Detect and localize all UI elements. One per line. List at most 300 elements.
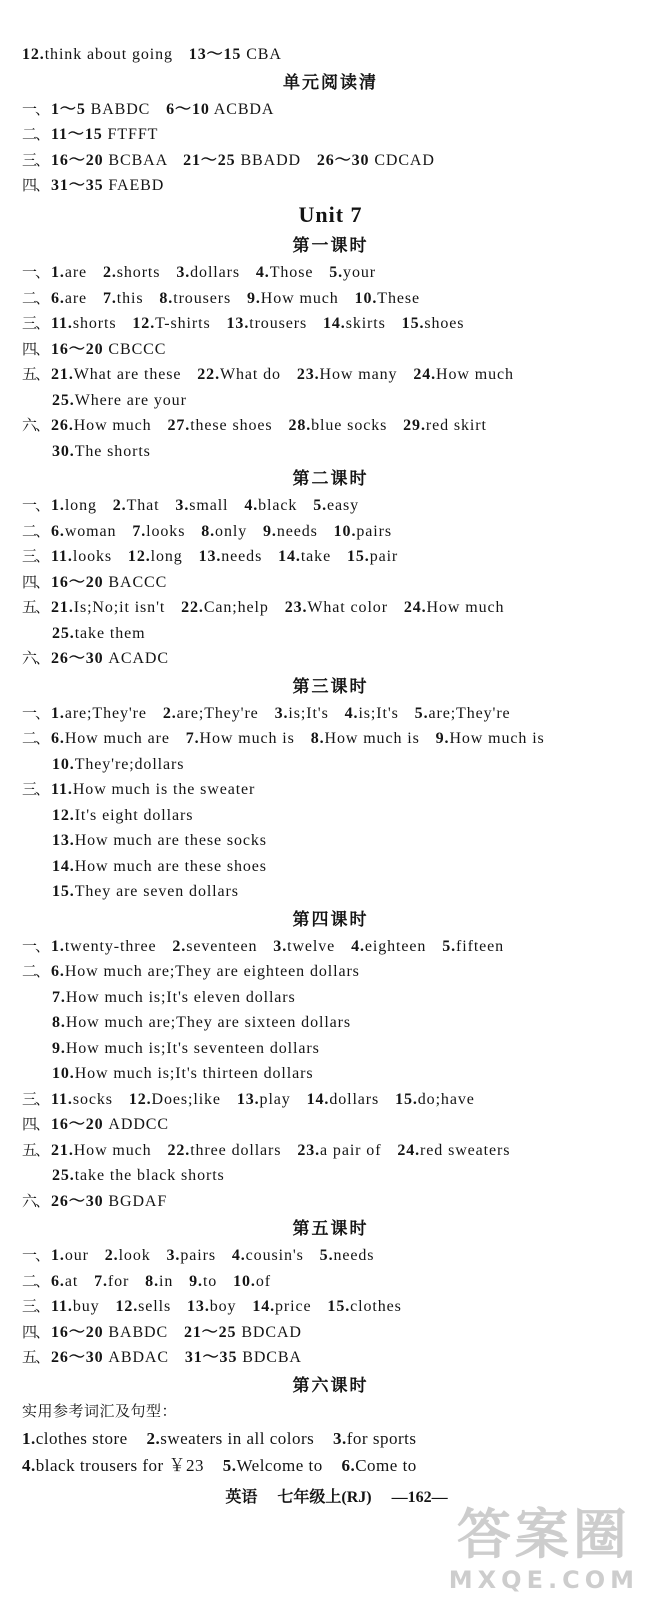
- answer-item: [51, 341, 166, 358]
- answer-text: are;They're: [64, 704, 147, 722]
- section-heading: 第四课时: [292, 909, 369, 929]
- question-number: 6.: [51, 1272, 65, 1290]
- answer-text: These: [377, 289, 420, 307]
- question-number: 3.: [175, 497, 190, 514]
- section-heading: 第三课时: [292, 676, 369, 696]
- answer-text: at: [64, 1272, 79, 1290]
- part-number: 四、: [22, 178, 49, 194]
- answer-text: your: [343, 264, 376, 281]
- lesson-section: [0, 672, 649, 905]
- question-number: 3.: [166, 1247, 181, 1264]
- answer-item: [397, 1142, 510, 1159]
- answer-line: [0, 439, 649, 465]
- answer-text: this: [116, 289, 144, 307]
- question-number: 6.: [51, 289, 65, 307]
- answer-item: [52, 1014, 351, 1031]
- question-number: 22.: [197, 366, 220, 383]
- answer-item: [323, 315, 386, 332]
- answer-text: Does;like: [151, 1090, 221, 1108]
- answer-line: [0, 595, 649, 621]
- part-number: 二、: [22, 127, 49, 143]
- answer-item: [313, 497, 359, 514]
- answer-item: [402, 315, 465, 332]
- question-number: 12.: [115, 1298, 139, 1315]
- question-number: 2.: [112, 497, 127, 514]
- answer-item: [167, 1247, 216, 1264]
- answer-line: [0, 1189, 649, 1215]
- answer-line: [0, 97, 649, 123]
- answer-text: How much: [73, 417, 152, 434]
- question-number: 1.: [51, 937, 65, 955]
- answer-text: buy: [72, 1298, 100, 1315]
- answer-item: [145, 1273, 173, 1290]
- answer-item: [197, 366, 281, 383]
- watermark-logo: 答案圈: [456, 1503, 631, 1566]
- answer-item: [288, 417, 387, 434]
- answer-text: is;It's: [288, 704, 329, 722]
- question-number: 6.: [341, 1456, 356, 1475]
- lesson-section: [0, 464, 649, 672]
- question-number: 15.: [346, 548, 370, 565]
- answer-text: seventeen: [186, 937, 258, 955]
- question-number: 21.: [51, 599, 74, 616]
- question-number: 2.: [146, 1429, 161, 1448]
- answer-item: [52, 1040, 320, 1057]
- answer-item: [175, 497, 228, 514]
- answer-item: [163, 705, 259, 722]
- answer-line: [0, 646, 649, 672]
- answer-text: are: [64, 289, 88, 307]
- question-number: 4.: [22, 1456, 36, 1475]
- answer-item: [51, 963, 360, 980]
- answer-item: [132, 523, 185, 540]
- answer-line: [0, 959, 649, 985]
- question-number: 21～25: [183, 1323, 237, 1341]
- answer-line: [0, 1010, 649, 1036]
- answer-item: [307, 1091, 380, 1108]
- question-number: 11～15: [51, 126, 103, 143]
- answer-text: twelve: [287, 937, 336, 955]
- answer-item: [311, 730, 420, 747]
- answer-item: [185, 1349, 302, 1366]
- answer-text: How much are these socks: [74, 832, 267, 849]
- part-number: 一、: [22, 101, 49, 118]
- question-number: 7.: [185, 730, 200, 747]
- answer-text: What are these: [73, 366, 182, 383]
- answer-text: They are seven dollars: [74, 883, 239, 900]
- answer-line: [0, 1294, 649, 1320]
- question-number: 3.: [274, 704, 289, 722]
- question-number: 5.: [319, 1247, 334, 1264]
- question-number: 12.: [132, 315, 156, 332]
- question-number: 24.: [397, 1141, 421, 1159]
- question-number: 13.: [52, 832, 75, 849]
- question-number: 7.: [102, 289, 117, 307]
- answer-item: [51, 366, 181, 383]
- answer-line: [0, 803, 649, 829]
- answer-item: [341, 1456, 416, 1475]
- answer-text: take them: [74, 624, 146, 642]
- unit-title: Unit 7: [298, 201, 363, 227]
- answer-text: How much are: [64, 730, 170, 747]
- answer-line: [0, 934, 649, 960]
- question-number: 10.: [333, 522, 357, 540]
- question-number: 31～35: [51, 177, 104, 194]
- question-number: 5.: [442, 937, 457, 955]
- answer-item: [320, 1247, 375, 1264]
- answer-text: pair: [369, 548, 399, 565]
- answer-line: [0, 42, 649, 68]
- answer-text: Those: [269, 264, 314, 281]
- answer-line: [0, 260, 649, 286]
- answer-text: black trousers for ￥23: [35, 1456, 204, 1475]
- answer-text: long: [150, 548, 183, 565]
- answer-text: How much are these shoes: [74, 857, 267, 875]
- answer-text: Is;No;it isn't: [73, 599, 166, 616]
- answer-item: [51, 497, 97, 514]
- answer-item: [51, 938, 156, 955]
- question-number: 5.: [222, 1456, 237, 1475]
- answer-item: [252, 1298, 311, 1315]
- answer-text: take: [300, 548, 332, 565]
- answer-text: How much is: [449, 730, 545, 747]
- answer-item: [22, 1429, 128, 1448]
- question-number: 15.: [52, 883, 75, 900]
- answer-line: [0, 701, 649, 727]
- answer-text: clothes: [350, 1298, 402, 1315]
- question-number: 5.: [329, 264, 344, 281]
- answer-line: [0, 362, 649, 388]
- question-number: 25.: [52, 1167, 75, 1184]
- part-number: 三、: [22, 1299, 49, 1315]
- answer-text: think about going: [44, 46, 173, 63]
- answer-item: [189, 46, 282, 63]
- answer-text: CBCCC: [108, 340, 167, 358]
- answer-item: [263, 523, 318, 540]
- question-number: 9.: [246, 289, 261, 307]
- answer-text: FTFFT: [107, 126, 159, 143]
- answer-line: [0, 1243, 649, 1269]
- answer-item: [183, 152, 301, 169]
- lesson-section: [0, 1214, 649, 1371]
- answer-item: [351, 938, 426, 955]
- part-number: 一、: [22, 498, 49, 514]
- question-number: 1.: [22, 1429, 36, 1448]
- answer-text: of: [255, 1272, 271, 1290]
- answer-item: [113, 497, 160, 514]
- part-number: 六、: [22, 418, 49, 434]
- answer-text: T-shirts: [155, 315, 211, 332]
- answer-text: ABDAC: [108, 1349, 169, 1366]
- answer-item: [403, 417, 487, 434]
- answer-line: [0, 985, 649, 1011]
- part-number: 三、: [22, 549, 49, 565]
- answer-text: sweaters in all colors: [160, 1429, 315, 1448]
- question-number: 1.: [51, 1247, 65, 1264]
- answer-item: [317, 152, 435, 169]
- question-number: 21.: [51, 366, 74, 383]
- answer-item: [347, 548, 398, 565]
- question-number: 15.: [327, 1298, 351, 1315]
- answer-text: BACCC: [108, 573, 168, 591]
- answer-text: shoes: [424, 315, 465, 332]
- question-number: 2.: [102, 264, 117, 281]
- answer-item: [297, 1142, 381, 1159]
- answer-text: are;They're: [428, 704, 511, 722]
- answer-item: [395, 1091, 475, 1108]
- answer-text: to: [202, 1272, 218, 1290]
- answer-item: [172, 938, 257, 955]
- question-number: 4.: [344, 704, 359, 722]
- phrase-line: [0, 1452, 649, 1479]
- answer-text: CDCAD: [374, 151, 435, 169]
- answer-text: in: [158, 1272, 174, 1290]
- question-number: 26～30: [51, 1349, 104, 1366]
- answer-text: dollars: [329, 1090, 380, 1108]
- answer-item: [187, 1298, 236, 1315]
- question-number: 8.: [159, 289, 174, 307]
- answer-item: [189, 1273, 217, 1290]
- answer-text: ACBDA: [213, 100, 275, 118]
- question-number: 25.: [52, 624, 75, 642]
- answer-text: How many: [319, 366, 398, 383]
- answer-text: How much is;It's thirteen dollars: [74, 1065, 314, 1082]
- answer-item: [51, 523, 116, 540]
- lesson-section: [0, 199, 649, 465]
- answer-item: [51, 1116, 169, 1133]
- question-number: 10.: [354, 289, 378, 307]
- answer-line: [0, 388, 649, 414]
- answer-text: How much: [73, 1141, 152, 1159]
- answer-item: [52, 443, 151, 460]
- answer-line: [0, 413, 649, 439]
- answer-item: [404, 599, 505, 616]
- question-number: 8.: [52, 1014, 66, 1031]
- question-number: 1.: [51, 264, 65, 281]
- lesson-section: [0, 1371, 649, 1480]
- answer-item: [345, 705, 399, 722]
- answer-text: red sweaters: [420, 1141, 511, 1159]
- answer-line: [0, 879, 649, 905]
- answer-text: cousin's: [245, 1247, 304, 1264]
- question-number: 1.: [51, 497, 65, 514]
- question-number: 3.: [176, 264, 191, 281]
- answer-item: [256, 264, 313, 281]
- question-number: 14.: [278, 548, 301, 565]
- part-number: 六、: [22, 1193, 49, 1210]
- answer-text: BDCAD: [241, 1323, 302, 1341]
- answer-item: [51, 1091, 113, 1108]
- answer-line: [0, 854, 649, 880]
- answer-item: [285, 599, 388, 616]
- vocabulary-label: 实用参考词汇及句型：: [22, 1403, 178, 1420]
- answer-text: twenty-three: [64, 937, 157, 955]
- answer-line: [0, 828, 649, 854]
- answer-text: our: [64, 1247, 89, 1264]
- question-number: 12.: [52, 806, 75, 824]
- answer-text: ACADC: [108, 650, 169, 667]
- question-number: 23.: [284, 599, 308, 616]
- question-number: 26～30: [51, 1192, 104, 1210]
- answer-item: [329, 264, 376, 281]
- question-number: 16～20: [51, 151, 104, 169]
- lesson-section: [0, 68, 649, 199]
- part-number: 一、: [22, 265, 49, 281]
- answer-item: [181, 599, 269, 616]
- question-number: 11.: [51, 1298, 73, 1315]
- question-number: 1.: [51, 704, 65, 722]
- answer-text: How much is: [324, 730, 420, 747]
- question-number: 2.: [162, 704, 177, 722]
- part-number: 三、: [22, 316, 49, 332]
- question-number: 13.: [198, 548, 222, 565]
- answer-line: [0, 1269, 649, 1295]
- part-number: 四、: [22, 341, 49, 358]
- answer-line: [0, 1163, 649, 1189]
- answer-text: easy: [327, 497, 360, 514]
- answer-item: [132, 315, 210, 332]
- answer-text: How much are;They are eighteen dollars: [64, 963, 360, 980]
- question-number: 11.: [51, 1090, 73, 1108]
- answer-text: BABDC: [108, 1323, 169, 1341]
- answer-text: How much is;It's eleven dollars: [65, 988, 296, 1006]
- answer-item: [105, 1247, 151, 1264]
- answer-text: shorts: [72, 315, 117, 332]
- answer-item: [278, 548, 331, 565]
- answer-line: [0, 173, 649, 199]
- answer-line: [0, 1345, 649, 1371]
- question-number: 3.: [273, 937, 288, 955]
- answer-text: trousers: [249, 315, 308, 332]
- question-number: 10.: [52, 755, 75, 773]
- part-number: 二、: [22, 964, 49, 980]
- answer-text: three dollars: [190, 1141, 282, 1159]
- question-number: 15.: [401, 315, 425, 332]
- answer-text: ADDCC: [108, 1116, 169, 1133]
- question-number: 11.: [51, 548, 73, 565]
- answer-line: [0, 493, 649, 519]
- answer-text: How much: [426, 599, 505, 616]
- answer-item: [94, 1273, 129, 1290]
- answer-text: needs: [276, 522, 318, 540]
- answer-text: eighteen: [364, 937, 427, 955]
- answer-item: [51, 315, 116, 332]
- question-number: 8.: [145, 1272, 159, 1290]
- question-number: 16～20: [51, 573, 104, 591]
- section-heading: 第六课时: [292, 1375, 369, 1395]
- question-number: 4.: [255, 264, 270, 281]
- answer-item: [51, 417, 152, 434]
- answer-text: do;have: [417, 1090, 475, 1108]
- answer-item: [51, 781, 255, 798]
- question-number: 7.: [94, 1272, 108, 1290]
- question-number: 30.: [52, 442, 75, 460]
- answer-text: They're;dollars: [74, 755, 185, 773]
- answer-text: BCBAA: [108, 151, 168, 169]
- question-number: 7.: [132, 522, 147, 540]
- section-heading: 第五课时: [292, 1219, 369, 1238]
- question-number: 13.: [226, 315, 250, 332]
- answer-item: [51, 1247, 89, 1264]
- answer-item: [184, 1324, 302, 1341]
- question-number: 24.: [413, 366, 437, 383]
- answer-text: only: [215, 522, 248, 540]
- answer-item: [52, 858, 267, 875]
- footer-grade: 七年级上(RJ): [277, 1489, 372, 1506]
- question-number: 6～10: [166, 100, 210, 118]
- question-number: 8.: [310, 730, 325, 747]
- answer-item: [176, 264, 240, 281]
- answer-item: [51, 574, 167, 591]
- answer-item: [52, 392, 187, 409]
- answer-text: trousers: [173, 289, 232, 307]
- footer-subject: 英语: [225, 1489, 258, 1506]
- answer-text: a pair of: [320, 1141, 382, 1159]
- question-number: 4.: [351, 937, 365, 955]
- question-number: 5.: [313, 497, 327, 514]
- answer-text: is;It's: [358, 704, 399, 722]
- answer-item: [442, 938, 504, 955]
- answer-text: What color: [307, 599, 388, 616]
- section-heading: 第二课时: [292, 469, 369, 488]
- question-number: 16～20: [51, 1323, 104, 1341]
- answer-item: [51, 650, 169, 667]
- answer-line: [0, 570, 649, 596]
- answer-item: [51, 599, 165, 616]
- answer-line: [0, 726, 649, 752]
- question-number: 12.: [22, 46, 45, 63]
- answer-item: [52, 1167, 225, 1184]
- question-number: 26～30: [51, 650, 104, 667]
- answer-item: [52, 756, 184, 773]
- answer-item: [52, 989, 296, 1006]
- answer-item: [237, 1091, 291, 1108]
- question-number: 26～30: [316, 151, 370, 169]
- answer-text: black: [258, 497, 298, 514]
- question-number: 10.: [52, 1065, 75, 1082]
- answer-item: [167, 417, 272, 434]
- question-number: 22.: [181, 599, 204, 616]
- answer-item: [52, 625, 145, 642]
- answer-item: [413, 366, 514, 383]
- answer-item: [52, 807, 193, 824]
- answer-item: [327, 1298, 401, 1315]
- answer-text: Where are your: [74, 391, 187, 409]
- question-number: 27.: [167, 417, 191, 434]
- part-number: 二、: [22, 290, 49, 307]
- answer-text: How much is: [199, 730, 295, 747]
- answer-text: clothes store: [35, 1429, 128, 1448]
- answer-item: [297, 366, 398, 383]
- answer-item: [51, 1193, 167, 1210]
- answer-text: looks: [146, 522, 186, 540]
- answer-item: [166, 101, 274, 118]
- answer-item: [201, 523, 247, 540]
- question-number: 9.: [263, 522, 277, 540]
- answer-item: [167, 1142, 281, 1159]
- answer-item: [436, 730, 545, 747]
- question-number: 9.: [52, 1039, 66, 1057]
- question-number: 4.: [244, 497, 259, 514]
- answer-item: [51, 548, 112, 565]
- part-number: 三、: [22, 782, 49, 798]
- answer-text: CBA: [246, 46, 282, 63]
- question-number: 31～35: [184, 1349, 238, 1366]
- answer-item: [247, 290, 339, 307]
- question-number: 6.: [51, 730, 65, 747]
- site-watermark: [449, 1504, 639, 1594]
- answer-item: [244, 497, 297, 514]
